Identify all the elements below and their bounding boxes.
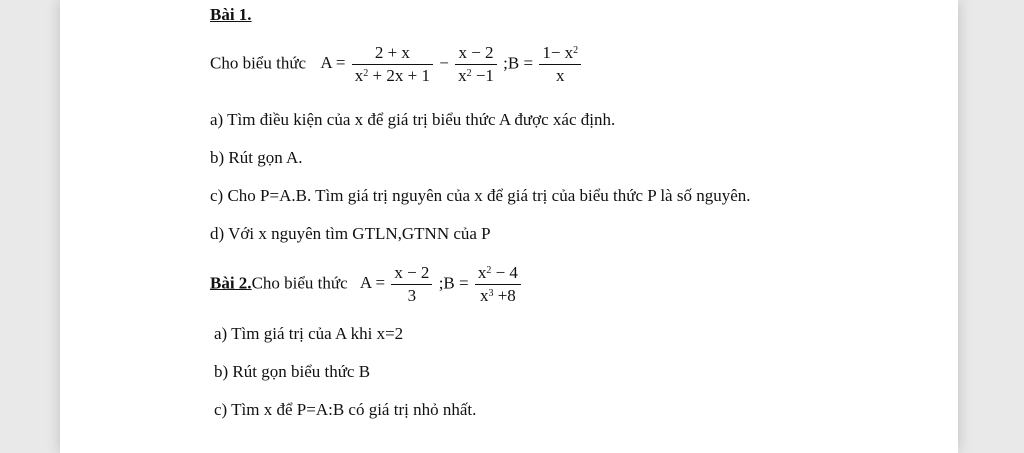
bai2-item-b: b) Rút gọn biểu thức B: [214, 362, 371, 381]
bai1-fraction-1-denominator: $x^2 + 2x + 1$: [354, 66, 430, 85]
bai1-a-label: A =: [320, 53, 346, 73]
bai1-item-a: a) Tìm điều kiện của x để giá trị biểu thức A được xác định.: [210, 110, 616, 129]
bai2-item-c: c) Tìm x để P=A:B có giá trị nhỏ nhất.: [214, 400, 477, 419]
bai1-heading: Bài 1.: [210, 5, 252, 24]
bai1-fraction-2: [455, 42, 497, 87]
bai2-intro: Cho biểu thức: [251, 273, 348, 293]
bai1-fraction-2-denominator: $x^2 -1$: [458, 66, 494, 85]
bai1-fraction-1-numerator: 2 + x: [352, 42, 433, 65]
bai1-fraction-3-numerator: $1- x^2$: [539, 42, 581, 65]
bai1-fraction-3-denominator: x: [555, 66, 565, 85]
bai2-heading: Bài 2.: [210, 273, 252, 293]
bai2-fraction-2-numerator: $x^2 - 4$: [475, 262, 521, 285]
bai2-fraction-2-denominator: $x^3 +8$: [479, 286, 516, 305]
bai1-fraction-3: [539, 42, 581, 87]
bai2-fraction-1: [391, 262, 432, 307]
bai2-fraction-2: [475, 262, 521, 307]
bai2-a-label: A =: [359, 273, 386, 293]
bai2-formula-line: [210, 262, 523, 307]
bai1-fraction-2-numerator: x − 2: [455, 42, 497, 65]
bai2-item-a: a) Tìm giá trị của A khi x=2: [214, 324, 404, 343]
bai1-minus-sign: −: [439, 53, 449, 73]
bai1-fraction-1: [352, 42, 433, 87]
bai2-fraction-1-denominator: 3: [407, 286, 417, 305]
bai1-item-c: c) Cho P=A.B. Tìm giá trị nguyên của x để giá trị của biểu thức P là số nguyên.: [210, 186, 751, 205]
bai1-formula-line: [210, 42, 583, 87]
bai2-fraction-1-numerator: x − 2: [391, 262, 432, 285]
bai1-item-d: d) Với x nguyên tìm GTLN,GTNN của P: [210, 224, 491, 243]
document-page: [60, 0, 958, 453]
bai1-intro: Cho biểu thức: [210, 53, 307, 73]
bai1-item-b: b) Rút gọn A.: [210, 148, 303, 167]
bai2-b-label: ;B =: [438, 273, 469, 293]
bai1-b-label: ;B =: [503, 53, 534, 73]
